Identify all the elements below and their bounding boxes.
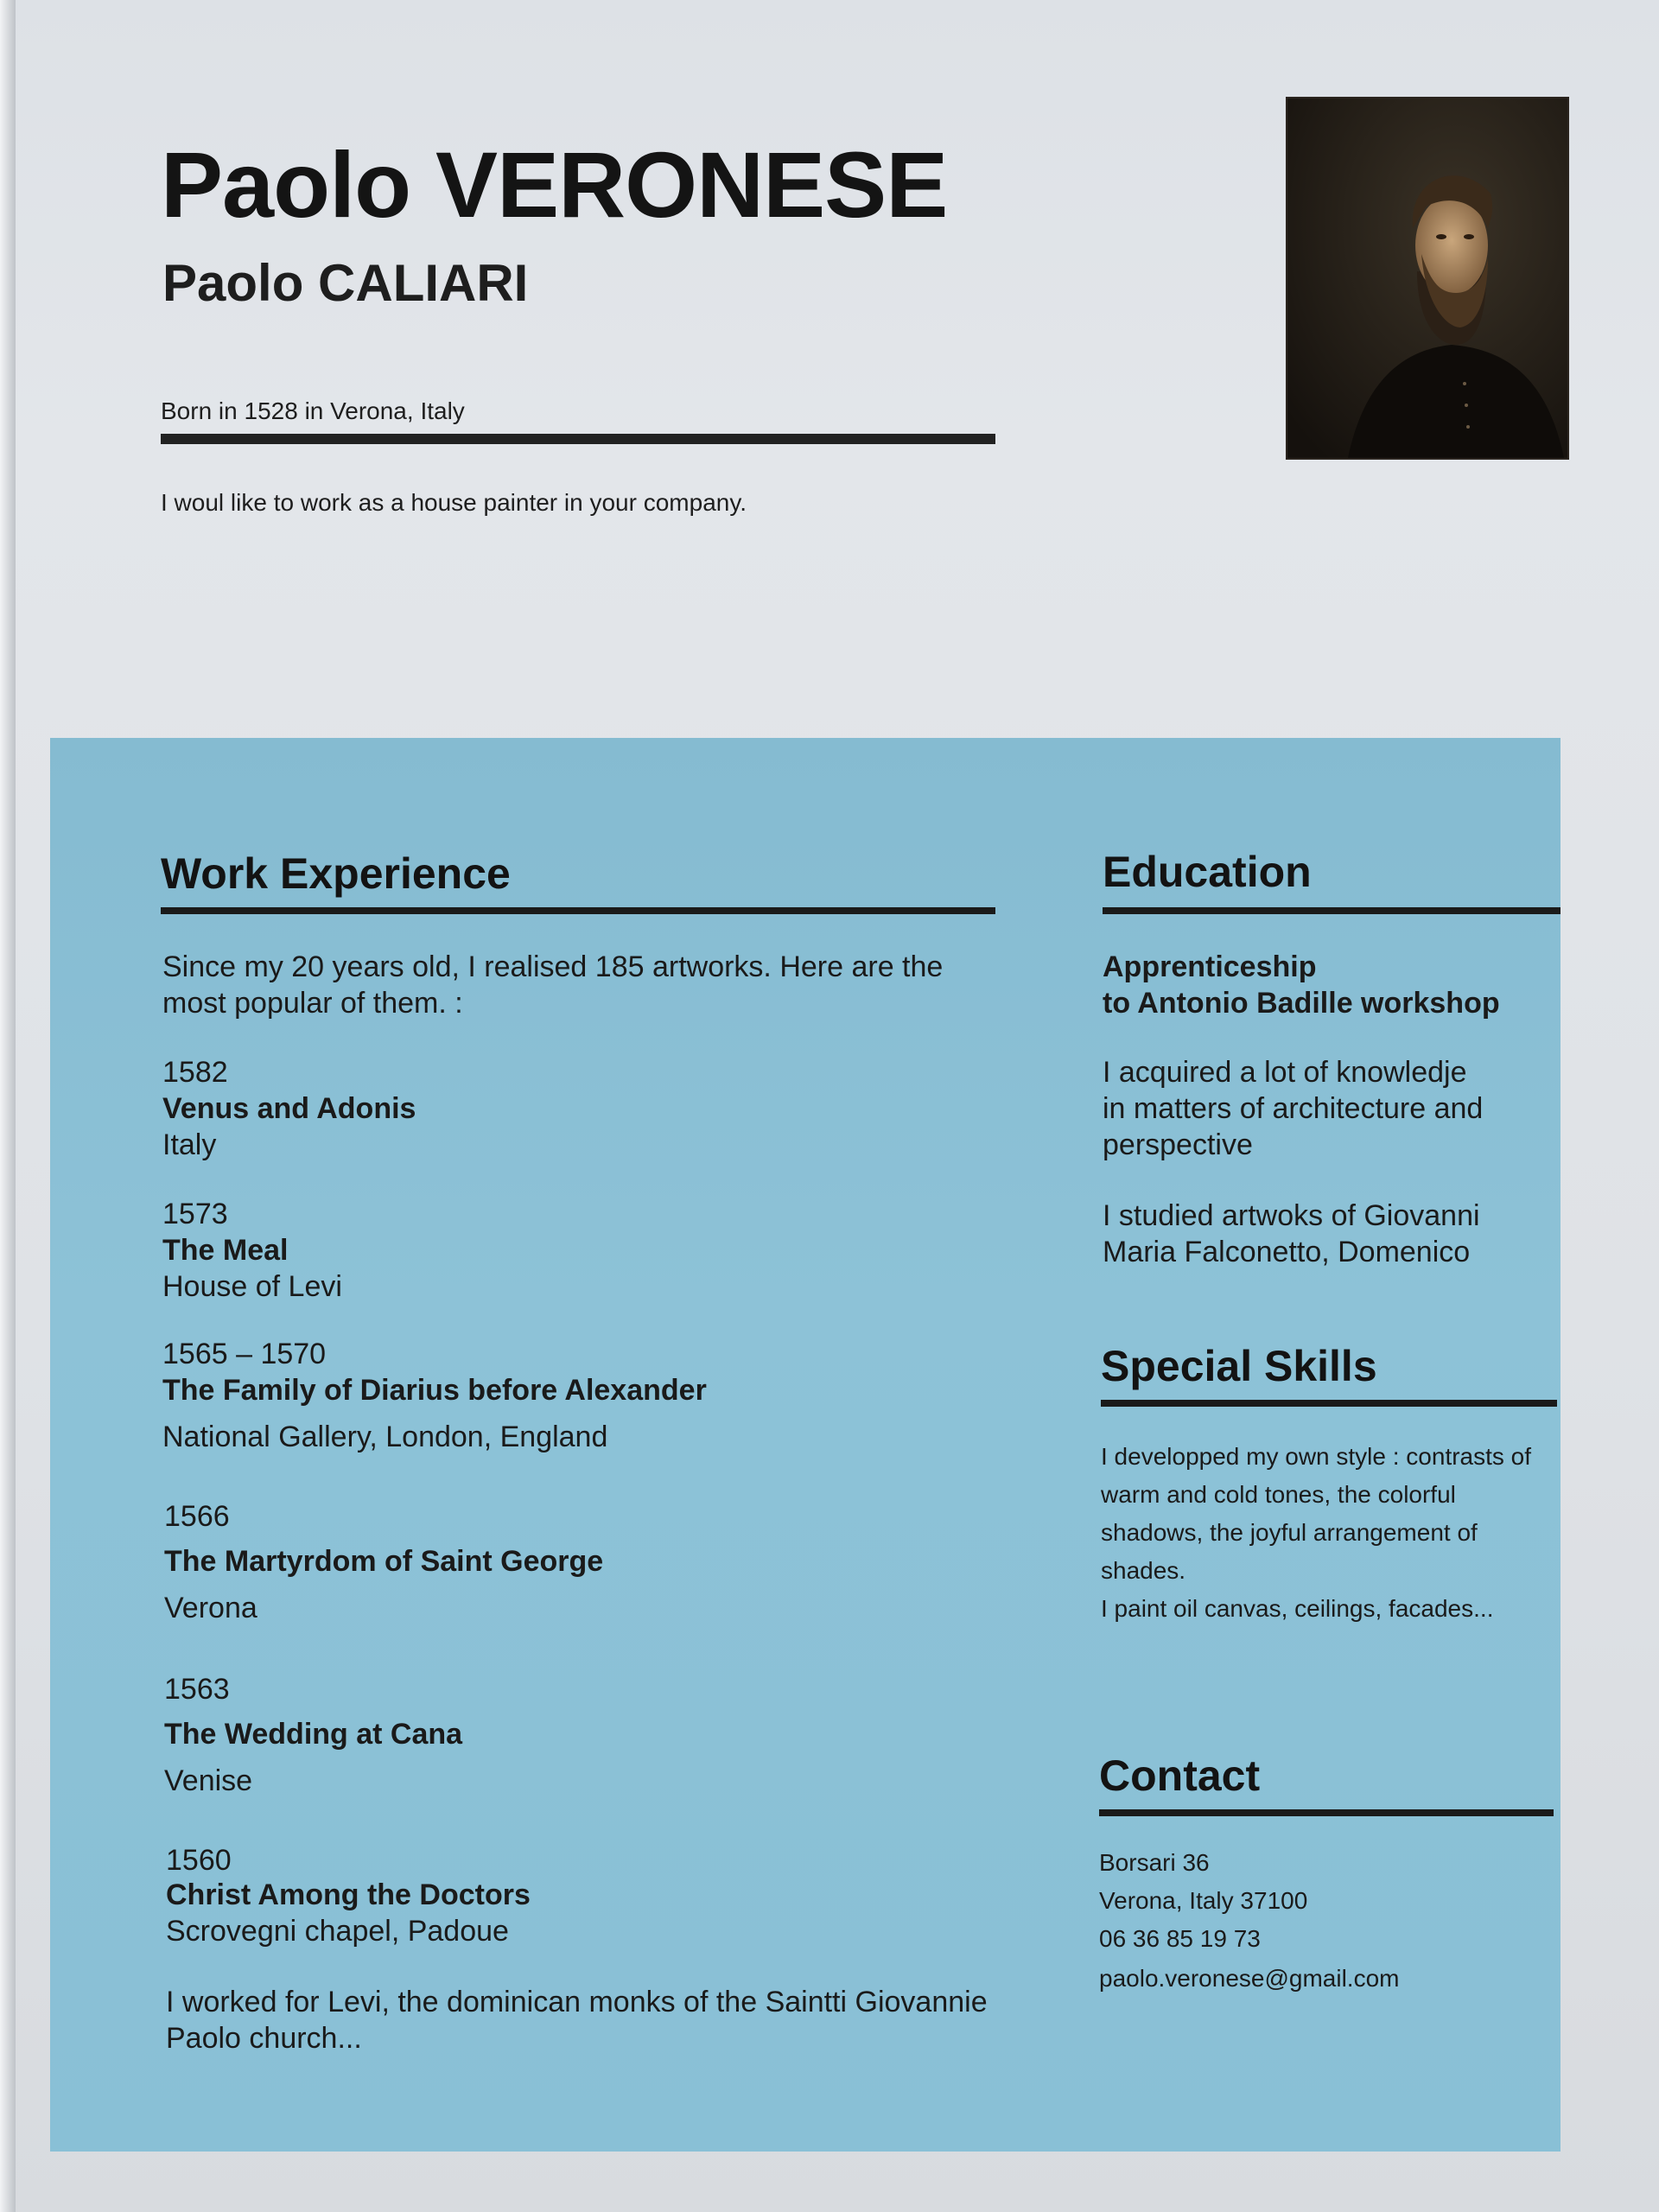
skills-text: I developped my own style : contrasts of bbox=[1101, 1443, 1532, 1470]
work-item-place: House of Levi bbox=[162, 1270, 342, 1303]
work-item-place: Italy bbox=[162, 1128, 217, 1161]
work-item-title: The Family of Diarius before Alexander bbox=[162, 1374, 707, 1407]
education-text: Maria Falconetto, Domenico bbox=[1103, 1236, 1471, 1268]
work-item-year: 1573 bbox=[162, 1198, 228, 1230]
contact-phone: 06 36 85 19 73 bbox=[1099, 1925, 1261, 1952]
work-intro-line: most popular of them. : bbox=[162, 987, 463, 1020]
skills-text: shades. bbox=[1101, 1557, 1186, 1584]
resume-name: Paolo VERONESE bbox=[161, 132, 948, 237]
education-text: perspective bbox=[1103, 1128, 1253, 1161]
objective-text: I woul like to work as a house painter in your company. bbox=[161, 489, 747, 516]
special-skills-divider bbox=[1101, 1400, 1557, 1407]
education-text: in matters of architecture and bbox=[1103, 1092, 1484, 1125]
work-item-year: 1566 bbox=[164, 1500, 230, 1533]
contact-address: Borsari 36 bbox=[1099, 1849, 1210, 1876]
skills-text: warm and cold tones, the colorful bbox=[1101, 1481, 1456, 1508]
work-intro-line: Since my 20 years old, I realised 185 artworks. Here are the bbox=[162, 950, 944, 983]
work-experience-heading: Work Experience bbox=[161, 849, 511, 898]
work-item-year: 1582 bbox=[162, 1056, 228, 1089]
special-skills-heading: Special Skills bbox=[1101, 1342, 1377, 1390]
birth-info: Born in 1528 in Verona, Italy bbox=[161, 397, 465, 424]
work-item-place: Scrovegni chapel, Padoue bbox=[166, 1915, 509, 1948]
work-item-place: National Gallery, London, England bbox=[162, 1421, 608, 1453]
contact-city: Verona, Italy 37100 bbox=[1099, 1887, 1308, 1914]
work-item-place: Verona bbox=[164, 1592, 257, 1624]
work-item-year: 1563 bbox=[164, 1673, 230, 1706]
contact-heading: Contact bbox=[1099, 1751, 1261, 1800]
work-item-title: The Wedding at Cana bbox=[164, 1718, 463, 1751]
contact-divider bbox=[1099, 1809, 1554, 1816]
work-item-title: The Martyrdom of Saint George bbox=[164, 1545, 604, 1578]
work-item-year: 1560 bbox=[166, 1844, 232, 1877]
education-title: to Antonio Badille workshop bbox=[1103, 987, 1500, 1020]
work-footer-line: Paolo church... bbox=[166, 2022, 362, 2055]
header-divider bbox=[161, 434, 995, 444]
work-footer-line: I worked for Levi, the dominican monks of the Saintti Giovannie bbox=[166, 1986, 988, 2018]
education-text: I acquired a lot of knowledje bbox=[1103, 1056, 1467, 1089]
work-item-place: Venise bbox=[164, 1764, 253, 1797]
work-item-title: The Meal bbox=[162, 1234, 289, 1267]
education-heading: Education bbox=[1103, 848, 1312, 896]
work-item-title: Christ Among the Doctors bbox=[166, 1878, 531, 1911]
contact-email: paolo.veronese@gmail.com bbox=[1099, 1965, 1400, 1992]
portrait-photo bbox=[1287, 99, 1567, 458]
education-text: I studied artwoks of Giovanni bbox=[1103, 1199, 1480, 1232]
work-item-title: Venus and Adonis bbox=[162, 1092, 416, 1125]
education-divider bbox=[1103, 907, 1560, 914]
work-experience-divider bbox=[161, 907, 995, 914]
skills-text: I paint oil canvas, ceilings, facades... bbox=[1101, 1595, 1494, 1622]
skills-text: shadows, the joyful arrangement of bbox=[1101, 1519, 1478, 1546]
work-item-year: 1565 – 1570 bbox=[162, 1338, 327, 1370]
resume-birth-name: Paolo CALIARI bbox=[162, 254, 529, 312]
paper-edge bbox=[0, 0, 16, 2212]
education-title: Apprenticeship bbox=[1103, 950, 1317, 983]
